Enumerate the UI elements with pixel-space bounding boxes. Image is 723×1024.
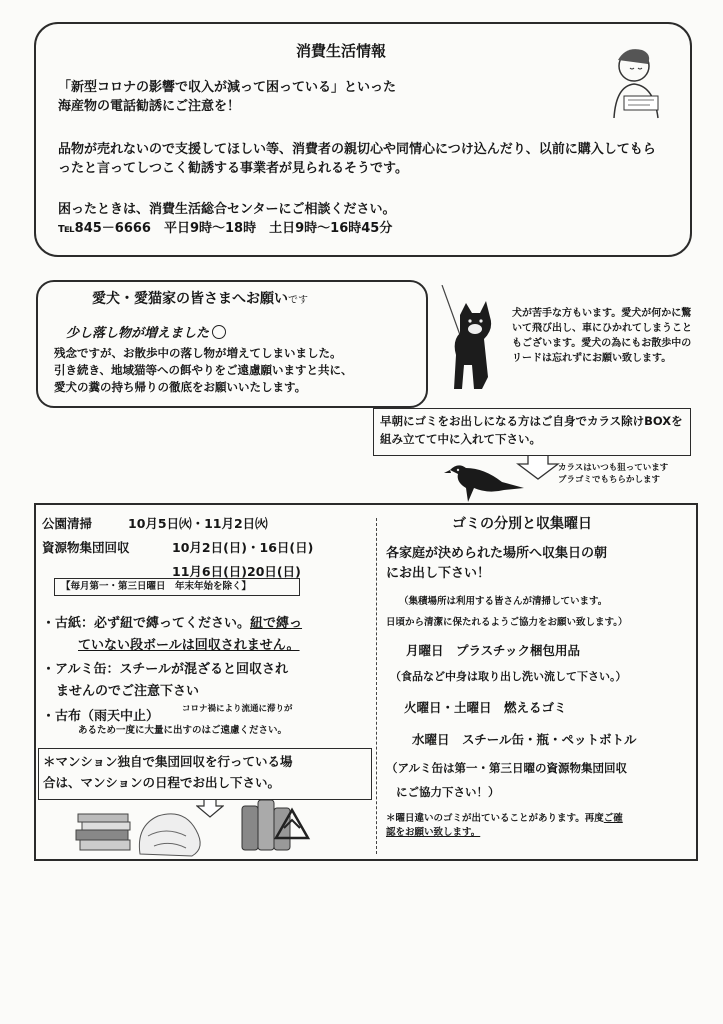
worried-person-illustration — [596, 38, 678, 120]
garbage-footnote — [386, 812, 690, 840]
crow-illustration — [444, 458, 526, 504]
pet-owners-subtitle-text: 少し落し物が増えました — [66, 326, 210, 341]
mansion-note-line1: ＊マンション独自で集団回収を行っている場 — [43, 754, 293, 769]
pet-owners-title-suffix: です — [288, 295, 308, 306]
resource-collection-dates-october: 10月2日(日)・16日(日) — [172, 540, 314, 555]
monday-note: （食品など中身は取り出し洗い流して下さい。） — [390, 670, 627, 683]
recycle-mark-icon — [272, 806, 312, 856]
garbage-schedule-title: ゴミの分別と収集曜日 — [452, 516, 592, 532]
pet-body-line1: 残念ですが、お散歩中の落し物が増えてしまいました。 — [54, 346, 342, 360]
pet-owners-title — [92, 288, 308, 308]
paper-bundle-illustration — [74, 796, 224, 858]
aluminum-rule-line2: ませんのでご注意下さい — [56, 684, 200, 699]
mansion-note-line2: 合は、マンションの日程でお出し下さい。 — [43, 775, 280, 790]
pet-body-line3: 愛犬の糞の持ち帰りの徹底をお願いいたします。 — [54, 380, 307, 394]
consumer-info-title: 消費生活情報 — [296, 42, 387, 60]
consumer-info-body: 品物が売れないので支援してほしい等、消費者の親切心や同情心につけ込んだり、以前に購入してもらったと言ってしつこく勧誘する事業者が見られるそうです。 — [58, 142, 656, 176]
crow-callout-text: はご自身でカラス除けBOXを組み立てて中に入れて下さい。 — [380, 414, 683, 446]
consumer-lead-line2: 海産物の電話勧誘にご注意を！ — [58, 99, 241, 114]
footnote-a: ＊曜日違いのゴミが出ていることがあります。再度 — [386, 813, 604, 824]
column-divider — [376, 518, 377, 854]
pet-body-line2: 引き続き、地域猫等への餌やりをご遠慮願いますと共に、 — [54, 363, 353, 377]
footnote-b: ご確 — [603, 813, 623, 824]
paper-rule-b: 紐で縛っ — [250, 616, 303, 631]
crow-note-line1: カラスはいつも狙っています — [558, 463, 669, 473]
crow-box-callout — [373, 408, 691, 456]
dog-caution-note: 犬が苦手な方もいます。愛犬が何かに驚いて飛び出し、車にひかれてしまうこともございます。愛犬の為にもお散歩中のリードは忘れずにお願い致します。 — [512, 308, 692, 364]
consumer-info-lead — [58, 78, 598, 116]
cloth-rule-line2: あるため一度に大量に出すのはご遠慮ください。 — [78, 725, 288, 736]
consumer-lead-line1: 「新型コロナの影響で収入が減って困っている」といった — [58, 80, 397, 95]
garbage-lead-line2: にお出し下さい！ — [386, 566, 491, 581]
garbage-lead-line1: 各家庭が決められた場所へ収集日の朝 — [386, 546, 608, 561]
monday-schedule: 月曜日 プラスチック梱包用品 — [406, 643, 581, 658]
park-cleaning-label: 公園清掃 — [42, 516, 93, 531]
crow-callout-highlight: 早朝にゴミをお出しになる方 — [380, 414, 530, 428]
pet-owners-title-text: 愛犬・愛猫家の皆さまへお願い — [92, 291, 288, 307]
garbage-note-line1: （集積場所は利用する皆さんが清掃しています。 — [399, 596, 608, 607]
mansion-note-box — [38, 748, 372, 800]
park-cleaning-dates: 10月5日㈫・11月2日㈫ — [128, 516, 268, 531]
aluminum-note-line2: にご協力下さい！） — [396, 785, 500, 799]
wednesday-schedule: 水曜日 スチール缶・瓶・ペットボトル — [412, 732, 637, 747]
cloth-rule-label: ・古布（雨天中止） — [42, 709, 160, 724]
collection-rule-note: 【毎月第一・第三日曜日 年末年始を除く】 — [54, 578, 300, 596]
garbage-lead — [386, 544, 686, 584]
cloth-rule-note: コロナ禍により流通に滞りが — [182, 704, 293, 714]
consumer-help-text: 困ったときは、消費生活総合センターにご相談ください。 — [58, 202, 396, 217]
resource-collection-label: 資源物集団回収 — [42, 540, 130, 555]
pet-owners-body — [54, 345, 424, 396]
paper-rule-a: ・古紙：必ず紐で縛ってください。 — [42, 616, 251, 631]
footnote-c: 認をお願い致します。 — [386, 827, 481, 838]
tuesday-saturday-schedule: 火曜日・土曜日 燃えるゴミ — [404, 700, 567, 715]
crow-warning-note — [558, 462, 668, 486]
resource-collection-dates-november: 11月6日(日)20日(日) — [172, 564, 301, 579]
pet-owners-subtitle — [66, 322, 226, 341]
paper-rule-line2: ていない段ボールは回収されません。 — [78, 638, 300, 653]
smile-face-icon — [212, 325, 226, 339]
aluminum-note-line1: （アルミ缶は第一・第三日曜の資源物集団回収 — [386, 761, 628, 775]
garbage-note-line2: 日頃から清潔に保たれるようご協力をお願い致します。） — [386, 617, 628, 628]
aluminum-rule-line1: ・アルミ缶：スチールが混ざると回収され — [42, 662, 288, 677]
shiba-dog-illustration — [438, 285, 504, 395]
paper-rule-line1 — [42, 612, 302, 631]
crow-note-line2: ブラゴミでもちらかします — [558, 475, 661, 485]
consumer-tel-hours: ℡845－6666 平日9時～18時 土日9時～16時45分 — [58, 221, 393, 236]
